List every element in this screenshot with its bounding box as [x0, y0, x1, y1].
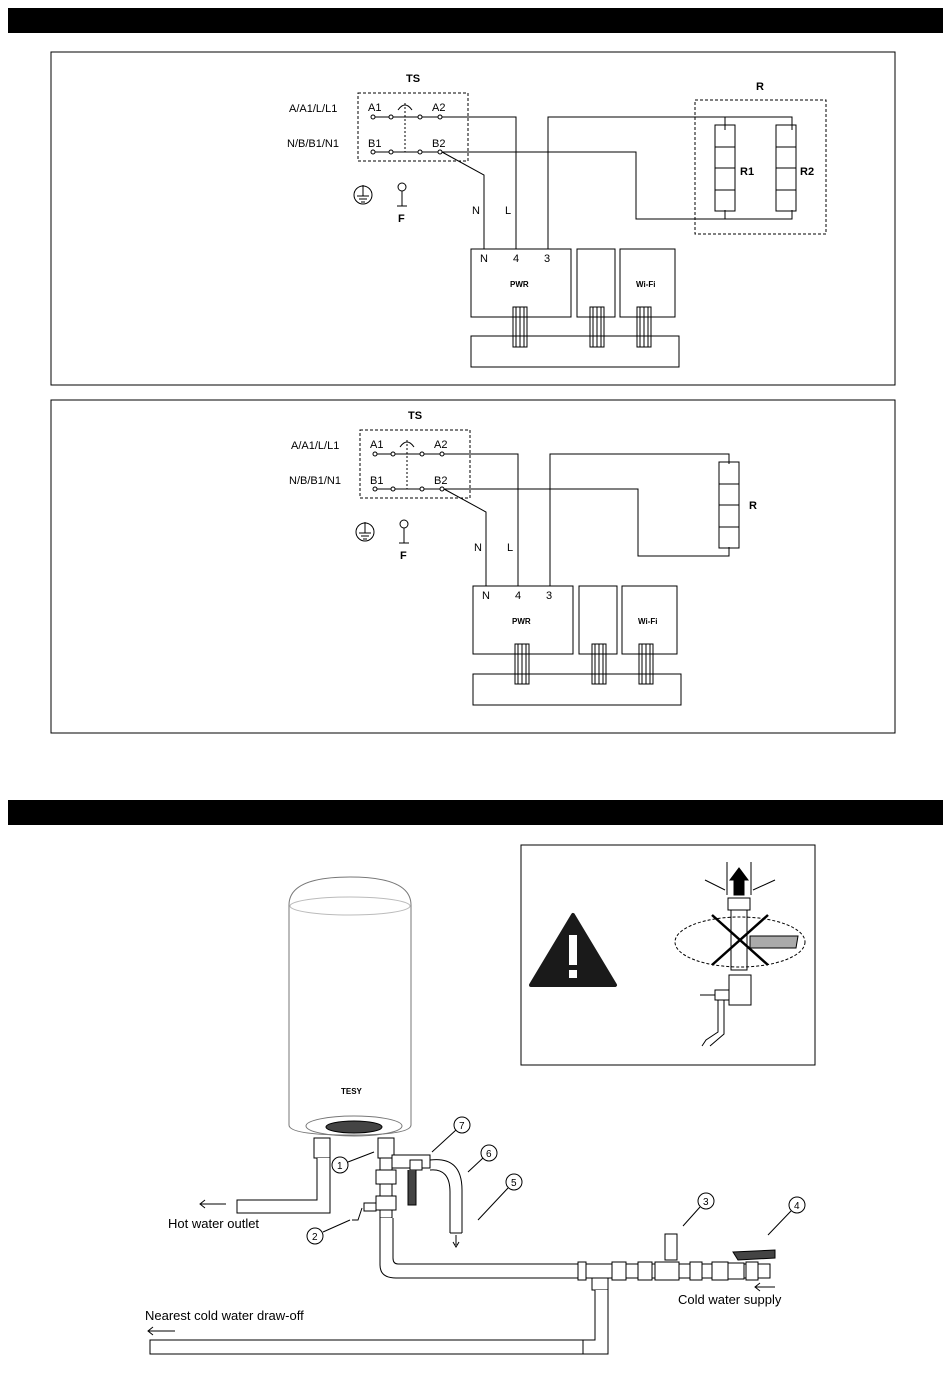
wiring-diagram-single-heater [51, 400, 895, 733]
line-a-label: A/A1/L/L1 [289, 103, 338, 115]
callout-3-num: 3 [703, 1197, 709, 1208]
callout-4-num: 4 [794, 1201, 800, 1212]
water-heater-tank [289, 877, 411, 1136]
b2-label: B2 [432, 138, 446, 150]
wifi-label: Wi-Fi [636, 280, 656, 289]
callout-2-num: 2 [312, 1232, 318, 1243]
earth-icon [356, 522, 374, 541]
no-valve-between-icon [675, 862, 805, 1046]
flange-sensor-icon [399, 520, 409, 543]
line-a-label: A/A1/L/L1 [291, 440, 340, 452]
term-3: 3 [546, 590, 553, 602]
term-3: 3 [544, 253, 551, 265]
n-wire-label: N [472, 205, 480, 217]
drain-hose [430, 1160, 462, 1247]
a1-label: A1 [370, 439, 384, 451]
r-label: R [756, 81, 764, 93]
warning-icon [531, 915, 615, 985]
l-wire-label: L [505, 205, 512, 217]
pressure-reducer [665, 1234, 677, 1260]
a1-label: A1 [368, 102, 382, 114]
term-n: N [480, 253, 488, 265]
hot-outlet-arrow [200, 1200, 226, 1208]
line-b-label: N/B/B1/N1 [289, 475, 341, 487]
installation-diagram [145, 845, 815, 1354]
shut-off-valve [728, 1263, 744, 1279]
b1-label: B1 [370, 475, 384, 487]
callout-6-num: 6 [486, 1149, 492, 1160]
hot-outlet-label: Hot water outlet [168, 1216, 260, 1231]
ts-label: TS [406, 73, 421, 85]
cold-supply-label: Cold water supply [678, 1292, 782, 1307]
term-n: N [482, 590, 490, 602]
f-label: F [400, 550, 407, 562]
pwr-label: PWR [510, 280, 529, 289]
l-wire-label: L [507, 542, 514, 554]
f-label: F [398, 213, 405, 225]
ts-label: TS [408, 410, 423, 422]
r2-label: R2 [800, 166, 815, 178]
cold-supply-arrow [755, 1283, 775, 1291]
wiring-diagram-two-heaters [51, 52, 895, 385]
brand-logo: TESY [341, 1087, 362, 1096]
flange-sensor-icon [397, 183, 407, 206]
term-4: 4 [513, 253, 520, 265]
a2-label: A2 [432, 102, 446, 114]
nearest-draw-off-label: Nearest cold water draw-off [145, 1308, 304, 1323]
r-label: R [749, 500, 757, 512]
wifi-label: Wi-Fi [638, 617, 658, 626]
nearest-draw-off-arrow [148, 1327, 175, 1335]
earth-icon [354, 185, 372, 204]
hot-water-pipe [237, 1138, 330, 1213]
a2-label: A2 [434, 439, 448, 451]
pwr-label: PWR [512, 617, 531, 626]
callout-7-num: 7 [459, 1121, 465, 1132]
line-b-label: N/B/B1/N1 [287, 138, 339, 150]
term-4: 4 [515, 590, 522, 602]
n-wire-label: N [474, 542, 482, 554]
callout-5-num: 5 [511, 1178, 517, 1189]
r1-label: R1 [740, 166, 755, 178]
safety-valve-assembly [352, 1138, 580, 1278]
callout-1-num: 1 [337, 1161, 343, 1172]
b1-label: B1 [368, 138, 382, 150]
b2-label: B2 [434, 475, 448, 487]
